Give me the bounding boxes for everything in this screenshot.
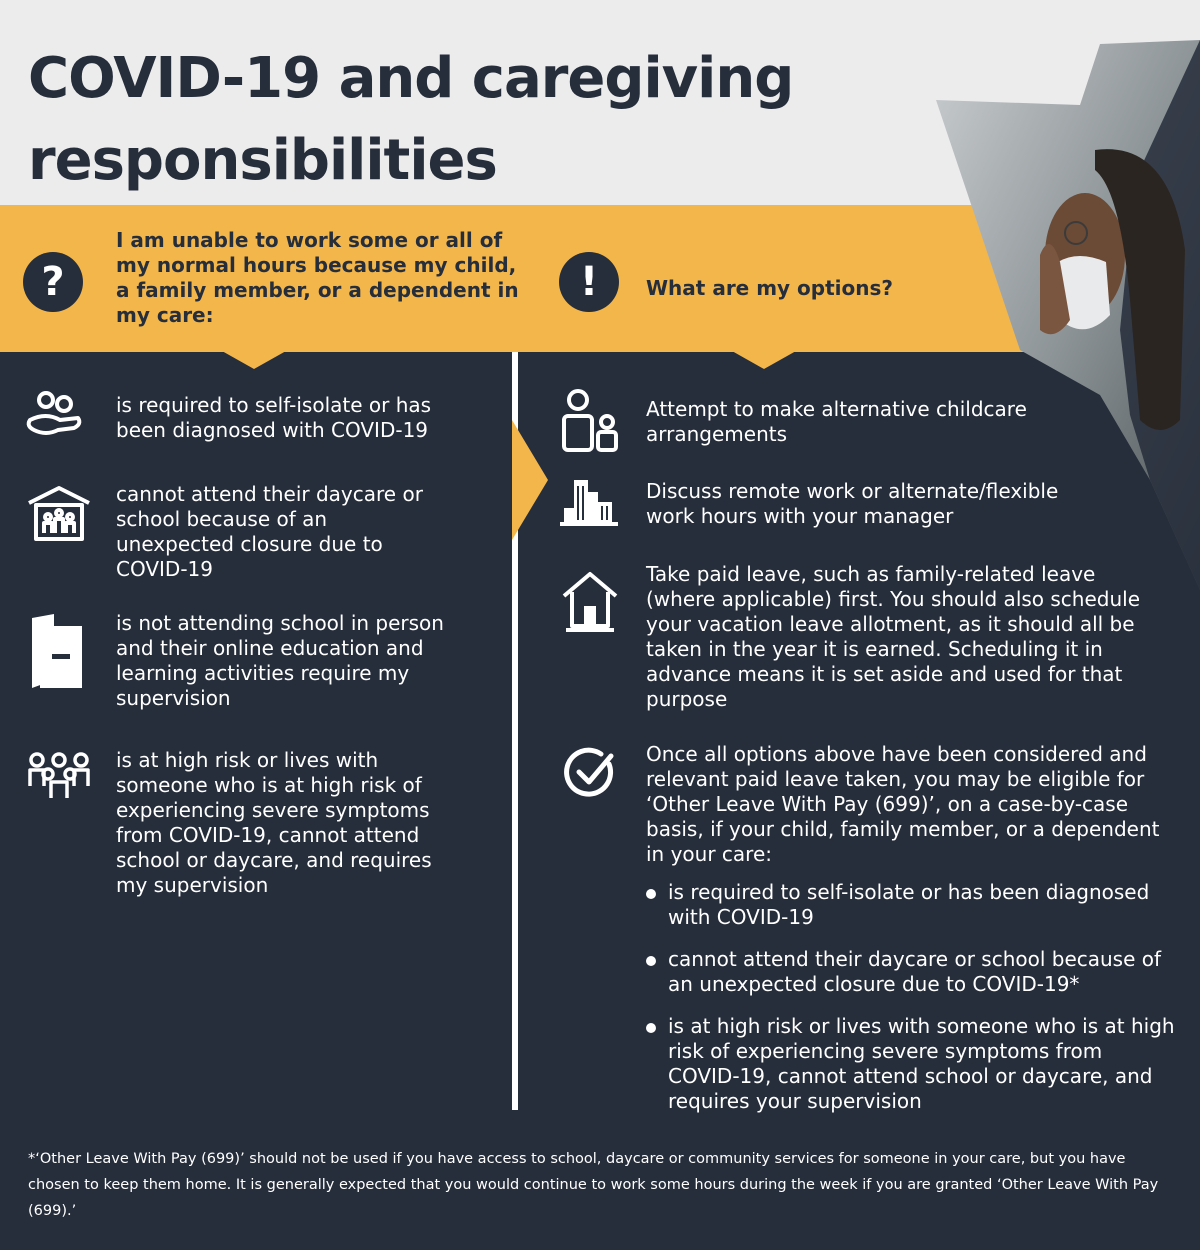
self-isolate-icon	[24, 390, 86, 442]
list-item: cannot attend their daycare or school because of an unexpected closure due to COVID-19*	[646, 947, 1176, 997]
bullet-dot	[646, 889, 656, 899]
left-item-4: is at high risk or lives with someone who is at high risk of experiencing severe symptoms from COVID-19, cannot attend school or daycare, and requires my supervision	[116, 748, 432, 897]
book-icon	[30, 612, 86, 690]
question-mark-icon: ?	[23, 252, 83, 312]
checkmark-circle-icon	[563, 746, 617, 800]
arrow-chevron	[512, 420, 548, 540]
left-item-3: is not attending school in person and their online education and learning activities require my supervision	[116, 611, 444, 710]
bullet-dot	[646, 956, 656, 966]
office-building-icon	[560, 478, 618, 526]
school-closure-icon	[26, 485, 92, 543]
right-item-1: Attempt to make alternative childcare arrangements	[646, 397, 1027, 446]
right-item-3: Take paid leave, such as family-related leave (where applicable) first. You should also schedule your vacation leave allotment, as it should all be taken in the year it is earned. Scheduling it in advance means it is set aside and used for that purpose	[646, 562, 1141, 711]
parent-child-icon	[560, 388, 620, 454]
question-text: I am unable to work some or all of my normal hours because my child, a family member, or a dependent in my care:	[116, 228, 519, 327]
bullet-dot	[646, 1023, 656, 1033]
left-item-2: cannot attend their daycare or school because of an unexpected closure due to COVID-19	[116, 482, 423, 581]
people-group-icon	[27, 752, 91, 800]
exclamation-icon: !	[559, 252, 619, 312]
list-item: is at high risk or lives with someone who is at high risk of experiencing severe symptoms from COVID-19, cannot attend school or daycare, and requires your supervision	[646, 1014, 1176, 1114]
right-item-4: Once all options above have been considered and relevant paid leave taken, you may be eligible for ‘Other Leave With Pay (699)’, on a case-by-case basis, if your child, family member, or a dependent in your care:	[646, 742, 1160, 866]
house-icon	[562, 570, 618, 634]
page-title: COVID-19 and caregiving responsibilities	[28, 46, 794, 193]
right-item-2: Discuss remote work or alternate/flexible work hours with your manager	[646, 479, 1059, 528]
list-item: is required to self-isolate or has been diagnosed with COVID-19	[646, 880, 1176, 930]
left-item-1: is required to self-isolate or has been diagnosed with COVID-19	[116, 393, 432, 442]
footnote: *‘Other Leave With Pay (699)’ should not be used if you have access to school, daycare or community services for someone in your care, but you have chosen to keep them home. It is generally expected that you would continue to work some hours during the week if you are granted ‘Other Leave With Pay (699).’	[28, 1151, 1159, 1219]
eligibility-list	[646, 880, 1176, 1131]
options-heading: What are my options?	[646, 276, 894, 300]
